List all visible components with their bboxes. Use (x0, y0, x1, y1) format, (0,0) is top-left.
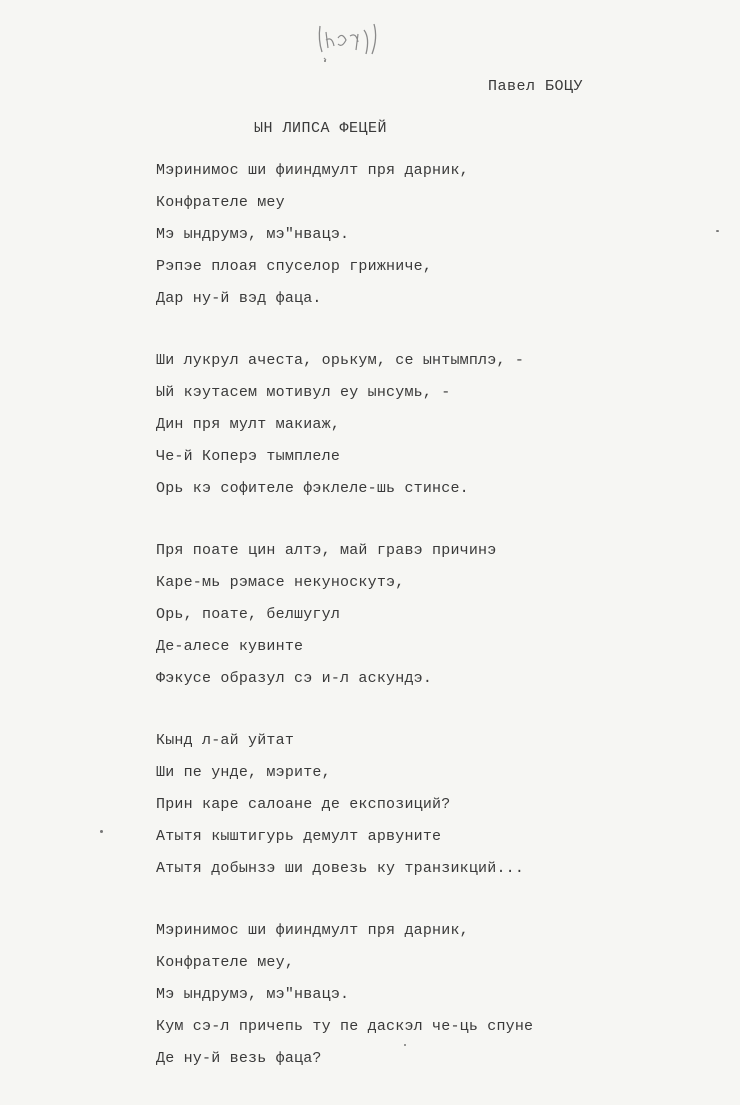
poem-line: Ши лукрул ачеста, орькум, се ынтымплэ, - (156, 352, 525, 369)
poem-line: Дин пря мулт макиаж, (156, 416, 341, 433)
poem-line: Ши пе унде, мэрите, (156, 764, 331, 781)
poem-line: Конфрателе меу, (156, 954, 295, 971)
poem-title: ЫН ЛИПСА ФЕЦЕЙ (254, 120, 388, 137)
paper-speck (324, 60, 326, 62)
poem-line: Каре-мь рэмасе некуноскутэ, (156, 574, 405, 591)
poem-line: Мэринимос ши фииндмулт пря дарник, (156, 162, 469, 179)
poem-line: Кум сэ-л причепь ту пе даскэл че-ць спуне (156, 1018, 534, 1035)
stanza-4 (156, 725, 716, 885)
stanza-3 (156, 535, 716, 695)
poem-line: Кынд л-ай уйтат (156, 732, 295, 749)
poem-line: Мэ ындрумэ, мэ"нвацэ. (156, 986, 350, 1003)
stanza-1 (156, 155, 716, 315)
poem-line: Рэпэе плоая спуселор грижниче, (156, 258, 433, 275)
poem-line: Мэринимос ши фииндмулт пря дарник, (156, 922, 469, 939)
poem-line: Орь кэ софителе фэклеле-шь стинсе. (156, 480, 469, 497)
stanza-5 (156, 915, 716, 1075)
poem-line: Де-алесе кувинте (156, 638, 304, 655)
poem-line: Прин каре салоане де експозиций? (156, 796, 451, 813)
poem-line: Фэкусе образул сэ и-л аскундэ. (156, 670, 433, 687)
poem-line: Орь, поате, белшугул (156, 606, 341, 623)
poem-body (156, 155, 716, 1105)
poem-line: Атытя кыштигурь демулт арвуните (156, 828, 442, 845)
stanza-2 (156, 345, 716, 505)
paper-speck (404, 1044, 406, 1046)
poem-line: Де ну-й везь фаца? (156, 1050, 322, 1067)
poem-line: Ый кэутасем мотивул еу ынсумь, - (156, 384, 451, 401)
paper-speck (716, 230, 719, 232)
poem-line: Мэ ындрумэ, мэ"нвацэ. (156, 226, 350, 243)
author-name: Павел БОЦУ (488, 78, 584, 95)
poem-line: Атытя добынзэ ши довезь ку транзикций... (156, 860, 525, 877)
poem-line: Че-й Коперэ тымплеле (156, 448, 341, 465)
paper-speck (100, 830, 103, 833)
poem-line: Конфрателе меу (156, 194, 285, 211)
poem-line: Пря поате цин алтэ, май гравэ причинэ (156, 542, 497, 559)
poem-line: Дар ну-й вэд фаца. (156, 290, 322, 307)
